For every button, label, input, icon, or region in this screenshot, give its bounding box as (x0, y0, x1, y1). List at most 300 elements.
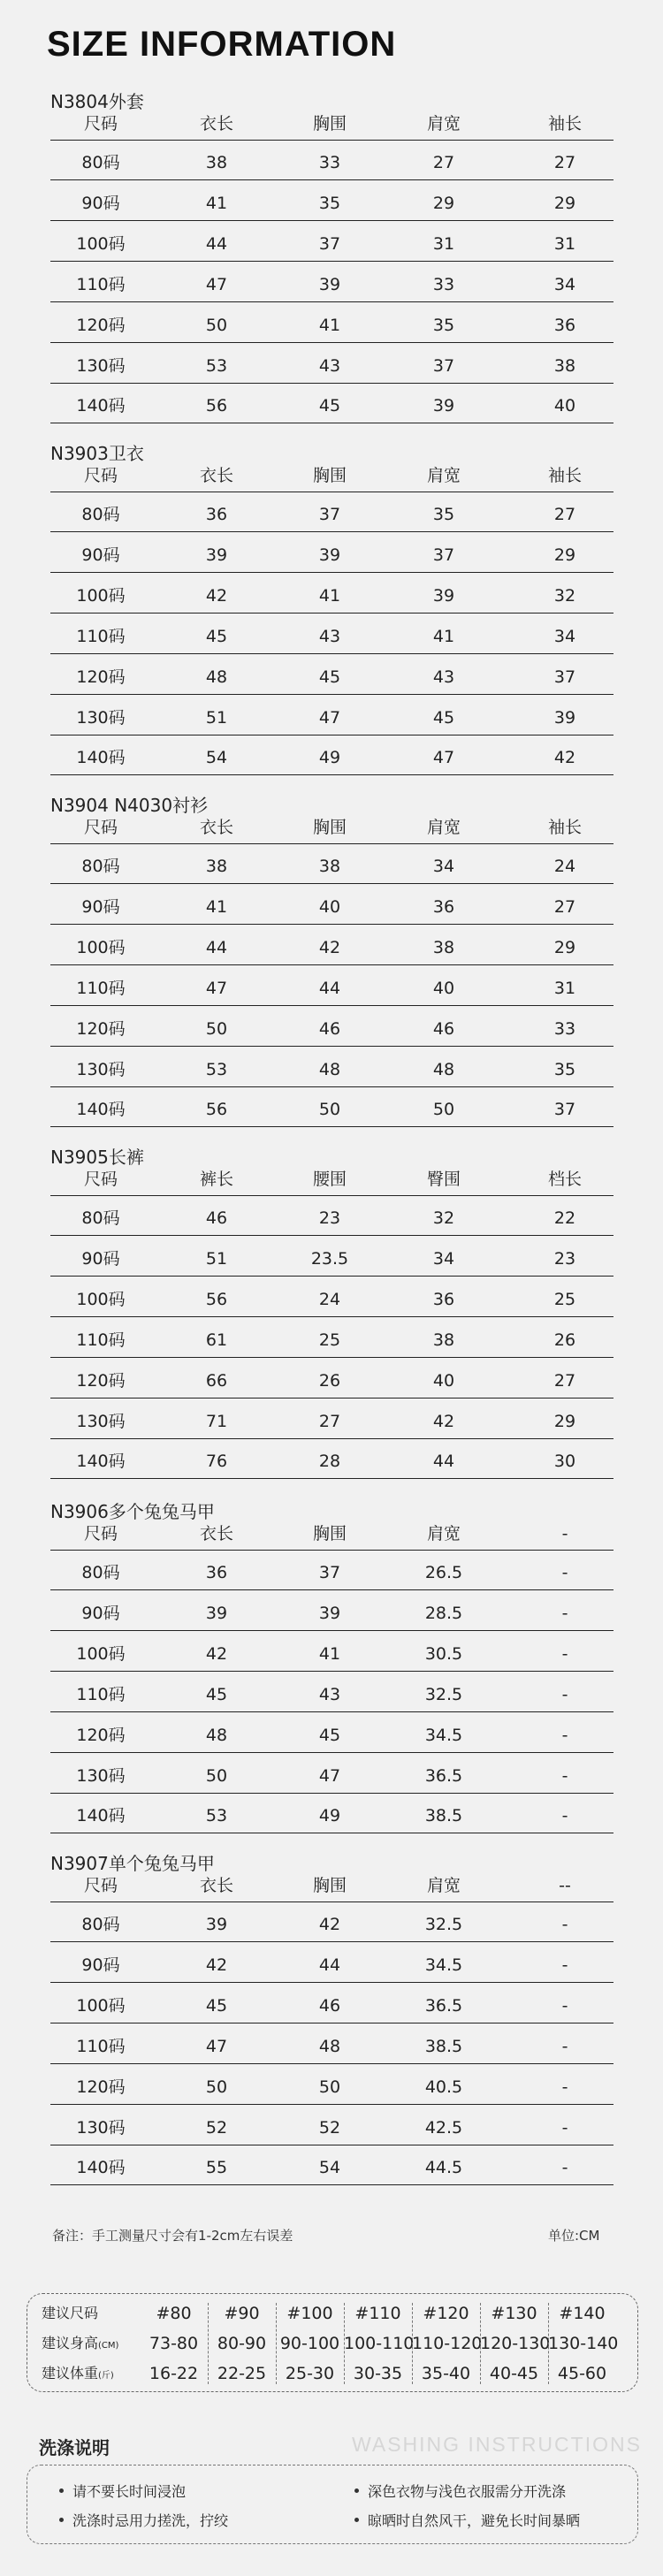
column-header: 尺码 (83, 114, 118, 133)
table-cell: 35 (432, 315, 455, 335)
table-cell: 32.5 (424, 1915, 463, 1934)
column-header: 袖长 (547, 114, 582, 133)
table-cell: 33 (553, 1018, 576, 1039)
wash-item: 深色衣物与浅色衣服需分开洗涤 (354, 2481, 566, 2501)
table-cell: 47 (205, 274, 228, 294)
size-table (50, 1500, 613, 1833)
column-header: 衣长 (199, 1524, 233, 1543)
table-cell: 37 (432, 545, 455, 565)
rec-size-label: 建议尺码 (42, 2305, 99, 2321)
washing-title: 洗涤说明 (39, 2437, 110, 2458)
column-header: 袖长 (547, 818, 582, 837)
rec-weight-value: 40-45 (489, 2364, 539, 2383)
table-cell: 39 (205, 545, 228, 565)
table-row (50, 654, 613, 695)
rec-size-value: #110 (354, 2304, 401, 2323)
table-cell: 71 (205, 1411, 228, 1431)
table-cell: 43 (318, 626, 341, 646)
table-cell: 44 (432, 1452, 455, 1472)
table-cell: 27 (432, 153, 455, 172)
table-row (50, 1672, 613, 1712)
table-cell: 48 (318, 2036, 341, 2056)
column-header: 衣长 (199, 818, 233, 837)
table-cell: 130码 (76, 355, 126, 376)
table-cell: 23 (318, 1208, 341, 1228)
table-cell: 50 (432, 1100, 455, 1120)
table-title: N3905长裤 (50, 1147, 144, 1168)
table-row (50, 1277, 613, 1317)
table-cell: - (561, 2036, 568, 2056)
table-cell: 29 (553, 193, 576, 213)
table-cell: 37 (318, 1563, 341, 1582)
table-row (50, 1399, 613, 1439)
table-title: N3804外套 (50, 91, 144, 112)
table-cell: 56 (205, 396, 228, 416)
table-cell: 48 (432, 1059, 455, 1079)
table-cell: 45 (318, 1725, 341, 1745)
column-divider (480, 2303, 481, 2384)
rec-height-label: 建议身高(CM) (42, 2335, 119, 2351)
table-cell: 44 (318, 1955, 341, 1975)
table-cell: 36.5 (424, 1765, 463, 1786)
table-cell: 140码 (76, 2158, 126, 2178)
table-cell: 30.5 (424, 1643, 463, 1664)
table-cell: 43 (318, 355, 341, 376)
table-cell: 47 (205, 978, 228, 998)
table-cell: 36 (432, 896, 455, 917)
table-cell: 32 (553, 585, 576, 606)
table-cell: 140码 (76, 748, 126, 768)
table-cell: 80码 (81, 153, 120, 172)
table-cell: - (561, 1955, 568, 1975)
table-cell: 47 (318, 1765, 341, 1786)
table-cell: 130码 (76, 1059, 126, 1079)
table-cell: 45 (432, 707, 455, 728)
column-header: 胸围 (312, 466, 347, 485)
table-row (50, 1793, 613, 1833)
rec-height-value: 120-130 (480, 2334, 551, 2353)
table-cell: 110码 (76, 978, 126, 998)
table-row (50, 965, 613, 1006)
table-cell: 35 (318, 193, 341, 213)
table-cell: 76 (205, 1452, 228, 1472)
column-header: 肩宽 (426, 1524, 461, 1543)
table-cell: 46 (432, 1018, 455, 1039)
table-cell: 41 (318, 585, 341, 606)
table-cell: 50 (205, 2077, 228, 2097)
column-header: 臀围 (426, 1170, 461, 1189)
table-cell: 27 (553, 153, 576, 172)
column-header: - (561, 1524, 568, 1543)
table-cell: 110码 (76, 626, 126, 646)
table-cell: 130码 (76, 1765, 126, 1786)
table-cell: 40 (318, 896, 341, 917)
wash-item: 请不要长时间浸泡 (59, 2481, 186, 2501)
table-cell: 31 (553, 233, 576, 254)
table-cell: - (561, 1603, 568, 1623)
table-cell: 48 (205, 1725, 228, 1745)
table-cell: 90码 (81, 193, 120, 213)
column-header: 档长 (547, 1170, 582, 1189)
column-divider (412, 2303, 413, 2384)
table-cell: 26 (318, 1370, 341, 1391)
table-header-row (50, 113, 613, 141)
rec-weight-unit: (斤) (98, 2371, 114, 2381)
table-row (50, 1983, 613, 2023)
column-header: 肩宽 (426, 818, 461, 837)
rec-height-value: 130-140 (548, 2334, 619, 2353)
table-row (50, 1753, 613, 1794)
table-cell: 140码 (76, 396, 126, 416)
table-cell: 36 (205, 505, 228, 524)
rec-height-value: 73-80 (149, 2334, 199, 2353)
table-row (50, 262, 613, 302)
rec-height-value: 90-100 (279, 2334, 340, 2353)
table-cell: - (561, 1643, 568, 1664)
table-cell: 42 (553, 748, 576, 768)
table-cell: 38 (432, 1330, 455, 1350)
table-cell: 53 (205, 1806, 228, 1826)
table-cell: 35 (432, 505, 455, 524)
table-header-row (50, 465, 613, 492)
table-cell: 80码 (81, 1563, 120, 1582)
column-header: 尺码 (83, 466, 118, 485)
table-cell: 44.5 (424, 2158, 463, 2178)
measurement-note: 备注：手工测量尺寸会有1-2cm左右误差 (52, 2228, 293, 2244)
table-cell: 31 (553, 978, 576, 998)
column-header: 胸围 (312, 1524, 347, 1543)
table-cell: 24 (318, 1289, 341, 1309)
table-cell: 90码 (81, 1955, 120, 1975)
table-cell: - (561, 1725, 568, 1745)
table-title: N3904 N4030衬衫 (50, 795, 209, 816)
table-cell: 110码 (76, 1684, 126, 1704)
table-row (50, 221, 613, 262)
table-cell: 28 (318, 1452, 341, 1472)
table-row (50, 1550, 613, 1590)
washing-title-en: WASHING INSTRUCTIONS (352, 2433, 642, 2456)
table-row (50, 180, 613, 221)
rec-height-value: 100-110 (344, 2334, 415, 2353)
table-cell: 130码 (76, 2117, 126, 2138)
table-row (50, 532, 613, 573)
size-table (50, 1852, 613, 2185)
column-header: 裤长 (199, 1170, 233, 1189)
table-cell: 26 (553, 1330, 576, 1350)
table-row (50, 735, 613, 775)
table-row (50, 614, 613, 654)
table-cell: 110码 (76, 274, 126, 294)
table-cell: 40 (432, 1370, 455, 1391)
table-cell: 34 (553, 626, 576, 646)
table-cell: 56 (205, 1289, 228, 1309)
size-table (50, 90, 613, 423)
washing-box (27, 2465, 638, 2544)
table-cell: - (561, 1915, 568, 1934)
table-row (50, 492, 613, 532)
table-cell: 80码 (81, 1208, 120, 1228)
table-cell: 34.5 (424, 1725, 463, 1745)
table-cell: 36 (553, 315, 576, 335)
table-cell: 37 (553, 1100, 576, 1120)
table-cell: 50 (205, 1018, 228, 1039)
table-row (50, 1902, 613, 1942)
table-cell: 35 (553, 1059, 576, 1079)
rec-weight-label: 建议体重(斤) (42, 2365, 114, 2382)
column-header: 胸围 (312, 114, 347, 133)
table-cell: 42 (432, 1411, 455, 1431)
rec-size-value: #80 (156, 2304, 192, 2323)
table-cell: 50 (318, 2077, 341, 2097)
table-cell: 80码 (81, 505, 120, 524)
table-cell: 37 (432, 355, 455, 376)
table-cell: 90码 (81, 1248, 120, 1269)
table-row (50, 695, 613, 735)
column-header: 腰围 (312, 1170, 347, 1189)
table-header-row (50, 817, 613, 844)
table-cell: 90码 (81, 545, 120, 565)
table-title: N3907单个兔兔马甲 (50, 1853, 215, 1874)
table-cell: - (561, 1995, 568, 2016)
table-cell: 25 (318, 1330, 341, 1350)
table-cell: 90码 (81, 1603, 120, 1623)
table-cell: 90码 (81, 896, 120, 917)
table-cell: 100码 (76, 585, 126, 606)
table-cell: - (561, 1563, 568, 1582)
table-cell: 42 (205, 1643, 228, 1664)
table-cell: 47 (318, 707, 341, 728)
table-row (50, 383, 613, 423)
table-cell: - (561, 1806, 568, 1826)
table-cell: 37 (318, 505, 341, 524)
table-cell: 53 (205, 1059, 228, 1079)
table-cell: 42 (318, 937, 341, 957)
rec-weight-value: 25-30 (285, 2364, 335, 2383)
table-cell: 45 (318, 396, 341, 416)
rec-size-value: #130 (491, 2304, 537, 2323)
table-title: N3906多个兔兔马甲 (50, 1501, 215, 1522)
table-cell: 50 (318, 1100, 341, 1120)
size-table (50, 794, 613, 1127)
table-cell: 34 (432, 857, 455, 876)
rec-weight-value: 45-60 (557, 2364, 607, 2383)
table-cell: 80码 (81, 857, 120, 876)
table-cell: 23 (553, 1248, 576, 1269)
table-cell: - (561, 2158, 568, 2178)
table-cell: 53 (205, 355, 228, 376)
wash-item: 洗涤时忌用力搓洗，拧绞 (59, 2510, 228, 2530)
table-cell: 40.5 (424, 2077, 463, 2097)
rec-height-unit: (CM) (98, 2341, 119, 2351)
table-cell: 39 (318, 545, 341, 565)
table-cell: 25 (553, 1289, 576, 1309)
rec-size-value: #100 (286, 2304, 333, 2323)
table-cell: 27 (553, 1370, 576, 1391)
table-cell: 51 (205, 707, 228, 728)
table-row (50, 573, 613, 614)
table-cell: 33 (318, 153, 341, 172)
table-cell: 33 (432, 274, 455, 294)
table-row (50, 1236, 613, 1277)
wash-item: 晾晒时自然风干，避免长时间暴晒 (354, 2510, 580, 2530)
recommendation-box (27, 2293, 638, 2392)
table-cell: 100码 (76, 937, 126, 957)
table-cell: 49 (318, 748, 341, 768)
column-header: 袖长 (547, 466, 582, 485)
table-cell: 38 (432, 937, 455, 957)
rec-size-value: #90 (224, 2304, 260, 2323)
table-cell: 29 (553, 1411, 576, 1431)
rec-height-value: 80-90 (217, 2334, 267, 2353)
table-cell: - (561, 1684, 568, 1704)
table-row (50, 1006, 613, 1047)
table-cell: 45 (205, 1684, 228, 1704)
table-cell: 40 (432, 978, 455, 998)
table-cell: 55 (205, 2158, 228, 2178)
table-row (50, 1631, 613, 1672)
rec-weight-value: 16-22 (149, 2364, 199, 2383)
table-cell: 39 (553, 707, 576, 728)
table-cell: 46 (318, 1995, 341, 2016)
unit-label: 单位:CM (548, 2228, 600, 2244)
table-cell: 41 (432, 626, 455, 646)
table-cell: 38 (318, 857, 341, 876)
table-cell: - (561, 1765, 568, 1786)
table-cell: 47 (432, 748, 455, 768)
table-row (50, 1086, 613, 1127)
table-cell: 41 (205, 193, 228, 213)
table-row (50, 2064, 613, 2105)
table-cell: 100码 (76, 1643, 126, 1664)
rec-size-value: #120 (423, 2304, 469, 2323)
table-cell: 140码 (76, 1100, 126, 1120)
table-cell: 56 (205, 1100, 228, 1120)
table-cell: 38.5 (424, 2036, 463, 2056)
table-cell: 38 (205, 857, 228, 876)
table-header-row (50, 1875, 613, 1902)
table-cell: - (561, 2077, 568, 2097)
table-cell: 34 (432, 1248, 455, 1269)
table-row (50, 1195, 613, 1236)
table-cell: 39 (432, 585, 455, 606)
column-divider (276, 2303, 277, 2384)
table-cell: 39 (205, 1603, 228, 1623)
table-row (50, 2105, 613, 2145)
table-cell: 44 (205, 937, 228, 957)
table-cell: 34 (553, 274, 576, 294)
size-table (50, 442, 613, 775)
table-cell: 120码 (76, 667, 126, 687)
table-cell: 36.5 (424, 1995, 463, 2016)
table-cell: 66 (205, 1370, 228, 1391)
table-cell: 130码 (76, 1411, 126, 1431)
table-cell: 100码 (76, 233, 126, 254)
table-row (50, 1942, 613, 1983)
table-cell: 23.5 (310, 1248, 349, 1269)
table-cell: 41 (205, 896, 228, 917)
table-cell: 29 (432, 193, 455, 213)
column-header: 肩宽 (426, 114, 461, 133)
table-cell: 51 (205, 1248, 228, 1269)
table-cell: 41 (318, 315, 341, 335)
column-header: 尺码 (83, 818, 118, 837)
column-header: 尺码 (83, 1524, 118, 1543)
table-cell: 52 (318, 2117, 341, 2138)
table-cell: 120码 (76, 1370, 126, 1391)
table-cell: 40 (553, 396, 576, 416)
table-cell: 39 (205, 1915, 228, 1934)
table-cell: 44 (318, 978, 341, 998)
table-row (50, 302, 613, 343)
table-cell: - (561, 2117, 568, 2138)
table-cell: 26.5 (424, 1563, 463, 1582)
table-cell: 34.5 (424, 1955, 463, 1975)
table-cell: 47 (205, 2036, 228, 2056)
table-row (50, 1590, 613, 1631)
table-cell: 30 (553, 1452, 576, 1472)
table-cell: 110码 (76, 1330, 126, 1350)
column-header: -- (559, 1876, 571, 1895)
table-cell: 38 (553, 355, 576, 376)
table-cell: 39 (318, 274, 341, 294)
table-cell: 61 (205, 1330, 228, 1350)
table-cell: 49 (318, 1806, 341, 1826)
table-cell: 42 (205, 1955, 228, 1975)
table-cell: 29 (553, 937, 576, 957)
table-cell: 48 (318, 1059, 341, 1079)
table-cell: 31 (432, 233, 455, 254)
table-cell: 27 (553, 505, 576, 524)
table-cell: 43 (432, 667, 455, 687)
table-header-row (50, 1169, 613, 1196)
table-cell: 110码 (76, 2036, 126, 2056)
rec-weight-value: 35-40 (421, 2364, 471, 2383)
table-cell: 120码 (76, 1725, 126, 1745)
table-cell: 28.5 (424, 1603, 463, 1623)
table-cell: 46 (318, 1018, 341, 1039)
table-row (50, 1712, 613, 1753)
table-cell: 130码 (76, 707, 126, 728)
table-cell: 38 (205, 153, 228, 172)
table-cell: 50 (205, 315, 228, 335)
column-header: 胸围 (312, 1876, 347, 1895)
rec-weight-value: 22-25 (217, 2364, 267, 2383)
rec-size-value: #140 (559, 2304, 606, 2323)
table-cell: 36 (205, 1563, 228, 1582)
table-cell: 44 (205, 233, 228, 254)
table-row (50, 1358, 613, 1399)
page-title: SIZE INFORMATION (47, 25, 397, 64)
table-cell: 80码 (81, 1915, 120, 1934)
table-row (50, 925, 613, 965)
table-cell: 41 (318, 1643, 341, 1664)
table-cell: 36 (432, 1289, 455, 1309)
column-header: 尺码 (83, 1170, 118, 1189)
column-header: 胸围 (312, 818, 347, 837)
table-cell: 38.5 (424, 1806, 463, 1826)
table-cell: 100码 (76, 1995, 126, 2016)
table-row (50, 2023, 613, 2064)
table-cell: 120码 (76, 1018, 126, 1039)
table-cell: 24 (553, 857, 576, 876)
table-cell: 42 (318, 1915, 341, 1934)
table-row (50, 1438, 613, 1479)
table-cell: 45 (318, 667, 341, 687)
table-cell: 52 (205, 2117, 228, 2138)
table-cell: 32.5 (424, 1684, 463, 1704)
table-cell: 32 (432, 1208, 455, 1228)
column-divider (344, 2303, 345, 2384)
